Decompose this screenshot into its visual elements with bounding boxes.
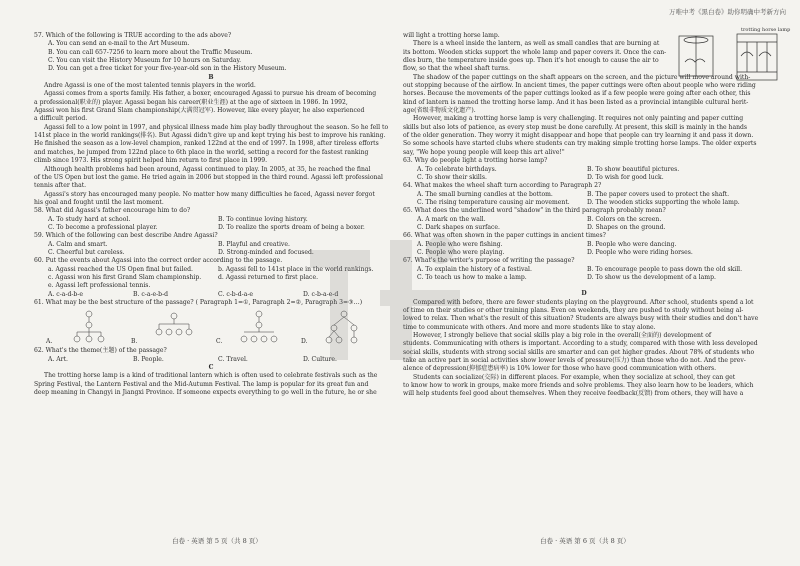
passage-b-line: Agassi fell to a low point in 1997, and physical illness made him play badly throughout the season. So he fell to	[44, 123, 389, 131]
passage-b-line: tennis after that.	[34, 182, 87, 190]
q60-event-a: a. Agassi reached the US Open final but failed.	[48, 265, 193, 273]
q60-option-b[interactable]: B. c-a-e-b-d	[133, 290, 169, 298]
q64-option-d[interactable]: D. The wooden sticks supporting the whole lamp.	[587, 198, 740, 206]
passage-b-line: a difficult period.	[34, 115, 88, 123]
q60-option-c[interactable]: C. c-b-d-a-e	[218, 290, 254, 298]
q65-option-b[interactable]: B. Colors on the screen.	[587, 215, 662, 223]
q65-option-d[interactable]: D. Shapes on the ground.	[587, 223, 666, 231]
q62-option-b[interactable]: B. People.	[133, 355, 164, 363]
passage-d-line: to know how to work in groups, make more friends and solve problems. They also learn how to be leaders, which	[403, 382, 754, 390]
q61-option-d: D.	[301, 338, 308, 346]
q63-option-d[interactable]: D. To wish for good luck.	[587, 173, 664, 181]
passage-c-line: The shadow of the paper cuttings on the shaft appears on the screen, and the picture will move around with-	[413, 73, 751, 81]
passage-b-line: climb since 1973. His strong spirit helped him return to first place in 1999.	[34, 157, 268, 165]
passage-d-line: time to communicate with others. And more and more students like to stay alone.	[403, 323, 656, 331]
q57-option-c[interactable]: C. You can visit the History Museum for 10 hours on Saturday.	[48, 57, 242, 65]
q60-option-d[interactable]: D. c-b-a-e-d	[303, 290, 339, 298]
passage-d-line: Compared with before, there are fewer students playing on the playground. After school, students spend a lot	[413, 298, 754, 306]
trotting-horse-lamp-illustration	[675, 26, 791, 88]
q66-option-d[interactable]: D. People who were riding horses.	[587, 248, 693, 256]
passage-c-line: There is a wheel inside the lantern, as well as small candles that are burning at	[413, 40, 660, 48]
passage-c-line: deep meaning in Changyi in Jiangxi Province. If someone expects everything to go well in the future, he or she	[34, 389, 377, 397]
passage-b-line: Andre Agassi is one of the most talented tennis players in the world.	[44, 82, 256, 90]
passage-b-line: of the US Open but lost the game. He tried again in 2006 but stopped in the third round. Agassi left professional	[34, 173, 383, 181]
q57-stem: 57. Which of the following is TRUE according to the ads above?	[34, 32, 232, 39]
passage-c-line: horses. Because the movements of the paper cuttings looked as if a few people were going after each other, this	[403, 90, 751, 98]
passage-c-line: age(省级非物质文化遗产).	[403, 107, 476, 115]
q62-option-a[interactable]: A. Art.	[48, 355, 68, 363]
passage-d-line: lowed to relax. Then what's the result of this situation? Students are always busy with their studies and don't have	[403, 315, 759, 323]
q59-option-b[interactable]: B. Playful and creative.	[218, 240, 290, 248]
q63-stem: 63. Why do people light a trotting horse lamp?	[403, 157, 548, 165]
q67-option-b[interactable]: B. To encourage people to pass down the old skill.	[587, 265, 743, 273]
section-c-heading: C	[208, 364, 214, 372]
q60-event-e: e. Agassi left professional tennis.	[48, 282, 151, 290]
q63-option-b[interactable]: B. To show beautiful pictures.	[587, 165, 680, 173]
q61-option-b-tree[interactable]	[129, 308, 214, 346]
passage-b-line: Agassi's story has encouraged many people. No matter how many difficulties he faced, Agassi never forgot	[44, 190, 375, 198]
passage-d-line: of time on their studies or other training plans. Even on weekends, they are pushed to study without being al-	[403, 307, 744, 314]
q64-stem: 64. What makes the wheel shaft turn according to Paragraph 2?	[403, 182, 602, 190]
q58-option-d[interactable]: D. To realize the sports dream of being a boxer.	[218, 223, 365, 231]
q59-option-c[interactable]: C. Cheerful but careless.	[48, 248, 125, 256]
q66-option-b[interactable]: B. People who were dancing.	[587, 240, 677, 248]
q57-option-a[interactable]: A. You can send an e-mail to the Art Museum.	[48, 40, 190, 48]
passage-b-line: He finished the season as a low-level champion, ranked 122nd at the end of 1997. In 1998, after tireless efforts	[34, 140, 379, 148]
passage-d-line: will help students feel good about themselves. When they receive feedback(反馈) from others, they will have a	[403, 390, 744, 398]
q61-option-c-tree[interactable]	[214, 308, 299, 346]
passage-d-line: alence of depression(抑郁症患病率) is 10% lower for those who have good communication with others.	[403, 365, 717, 373]
page-header: 万唯中考《黑白卷》助你明确中考新方向	[669, 8, 786, 16]
q62-option-d[interactable]: D. Culture.	[303, 355, 337, 363]
passage-b-line: and matches, he jumped from 122nd place to 6th place in the world, setting a record for the fastest ranking	[34, 148, 369, 156]
section-d-heading: D	[581, 290, 587, 298]
footer-right-page: 白卷 · 英语 第 6 页（共 8 页）	[540, 537, 630, 545]
q62-option-c[interactable]: C. Travel.	[218, 355, 248, 363]
q57-option-b[interactable]: B. You can call 657-7256 to learn more about the Traffic Museum.	[48, 48, 253, 56]
q63-option-c[interactable]: C. To show their skills.	[417, 173, 487, 181]
passage-b-line: Agassi comes from a sports family. His father, a boxer, encouraged Agassi to pursue his dream of becoming	[44, 90, 377, 98]
q64-option-c[interactable]: C. The rising temperature causing air movement.	[417, 198, 570, 206]
passage-d-line: students. Communicating with others is important. According to a study, compared with those with less developed	[403, 340, 758, 348]
q66-stem: 66. What was often shown in the paper cuttings in ancient times?	[403, 232, 606, 240]
q60-option-a[interactable]: A. c-a-d-b-e	[48, 290, 83, 298]
q66-option-a[interactable]: A. People who were fishing.	[417, 240, 503, 248]
q63-option-a[interactable]: A. To celebrate birthdays.	[417, 165, 497, 173]
passage-c-line: dles burn, the temperature inside goes up. Then it's hot enough to cause the air to	[403, 57, 659, 65]
q62-stem: 62. What's the theme(主题) of the passage?	[34, 347, 167, 355]
passage-d-line: However, I strongly believe that social skills play a big role in the overall(全面的) development of	[413, 332, 712, 340]
passage-c-line: flow, so that the wheel shaft turns.	[403, 65, 510, 73]
q61-option-a-tree[interactable]	[44, 308, 129, 346]
passage-c-line: out stopping because of the airflow. In ancient times, the paper cuttings were often about people who were riding	[403, 82, 756, 90]
q57-option-d[interactable]: D. You can get a free ticket for your five-year-old son in the History Museum.	[48, 65, 287, 73]
q58-stem: 58. What did Agassi's father encourage him to do?	[34, 207, 191, 215]
q61-option-c: C.	[216, 338, 223, 346]
q67-option-a[interactable]: A. To explain the history of a festival.	[417, 265, 532, 273]
q65-option-c[interactable]: C. Dark shapes on surface.	[417, 223, 500, 231]
passage-c-line: will light a trotting horse lamp.	[403, 32, 500, 39]
passage-c-line: However, making a trotting horse lamp is very challenging. It requires not only painting and paper cutting	[413, 115, 744, 123]
passage-c-line: Spring Festival, the Lantern Festival and the Mid-Autumn Festival. The lamp is popular for its great fun and	[34, 380, 369, 388]
passage-c-line: The trotting horse lamp is a kind of traditional lantern which is often used to celebrate festivals such as the	[44, 372, 378, 380]
q61-option-b: B.	[131, 338, 138, 346]
section-b-heading: B	[208, 73, 214, 81]
q66-option-c[interactable]: C. People who were playing.	[417, 248, 505, 256]
passage-c-line: kind of lantern is named the trotting horse lamp. And it has been listed as a provincial intangible cultural herit-	[403, 98, 749, 106]
q59-option-d[interactable]: D. Strong-minded and focused.	[218, 248, 314, 256]
q58-option-c[interactable]: C. To become a professional player.	[48, 223, 158, 231]
q67-option-d[interactable]: D. To show us the development of a lamp.	[587, 273, 716, 281]
q64-option-b[interactable]: B. The paper covers used to protect the shaft.	[587, 190, 730, 198]
q61-stem: 61. What may be the best structure of the passage? ( Paragraph 1=①, Paragraph 2=②, Paragraph 3=③…)	[34, 299, 363, 306]
q60-event-c: c. Agassi won his first Grand Slam championship.	[48, 273, 202, 281]
passage-d-line: social skills, students with strong social skills are smarter and can get higher grades. About 78% of students who	[403, 348, 755, 356]
passage-b-line: Agassi won his first Grand Slam championship(大满贯冠军). However, like every player, he also experienced	[34, 107, 365, 115]
q61-option-a: A.	[46, 338, 53, 346]
q59-option-a[interactable]: A. Calm and smart.	[48, 240, 108, 248]
passage-c-line: So some schools have started clubs where students can try making simple trotting horse lamps. The older experts	[403, 140, 757, 148]
q65-option-a[interactable]: A. A mark on the wall.	[417, 215, 486, 223]
q60-event-d: d. Agassi returned to first place.	[218, 273, 319, 281]
passage-b-line: his goal and fought until the last moment.	[34, 198, 164, 206]
q64-option-a[interactable]: A. The small burning candles at the bottom.	[417, 190, 553, 198]
watermark-logo	[290, 210, 480, 380]
q60-event-b: b. Agassi fell to 141st place in the world rankings.	[218, 265, 374, 273]
passage-b-line: a professional(职业的) player. Agassi began his career(职业生涯) at the age of sixteen in 1986. In 1992,	[34, 98, 348, 106]
passage-d-line: take an active part in social activities show lower levels of pressure(压力) than those who do not. And the prev-	[403, 357, 746, 365]
q60-stem: 60. Put the events about Agassi into the correct order according to the passage.	[34, 257, 283, 265]
passage-c-line: say, "We hope young people will keep this art alive!"	[403, 148, 565, 156]
passage-d-line: Students can socialize(交际) in different places. For example, when they socialize at school, they can get	[413, 373, 736, 381]
q59-stem: 59. Which of the following can best describe Andre Agassi?	[34, 232, 218, 240]
q67-option-c[interactable]: C. To teach us how to make a lamp.	[417, 273, 527, 281]
passage-c-line: its bottom. Wooden sticks support the whole lamp and paper covers it. Once the can-	[403, 48, 667, 56]
lamp-label: trotting horse lamp	[741, 27, 791, 33]
q58-option-a[interactable]: A. To study hard at school.	[48, 215, 131, 223]
passage-b-line: Although health problems had been around, Agassi continued to play. In 2005, at 35, he reached the final	[44, 165, 371, 173]
passage-c-line: skills but also lots of patience, as every step must be done carefully. At present, this skill is mainly in the hands	[403, 123, 748, 131]
q58-option-b[interactable]: B. To continue loving history.	[218, 215, 308, 223]
passage-c-line: of the older generation. They worry it might disappear and hope that people can try learning it and pass it down.	[403, 132, 754, 140]
q65-stem: 65. What does the underlined word "shadow" in the third paragraph probably mean?	[403, 207, 666, 215]
q67-stem: 67. What's the writer's purpose of writing the passage?	[403, 257, 575, 265]
footer-left-page: 白卷 · 英语 第 5 页（共 8 页）	[172, 537, 262, 545]
passage-b-line: 141st place in the world rankings(排名). But Agassi didn't give up and kept trying his best to improve his ranking.	[34, 132, 386, 140]
